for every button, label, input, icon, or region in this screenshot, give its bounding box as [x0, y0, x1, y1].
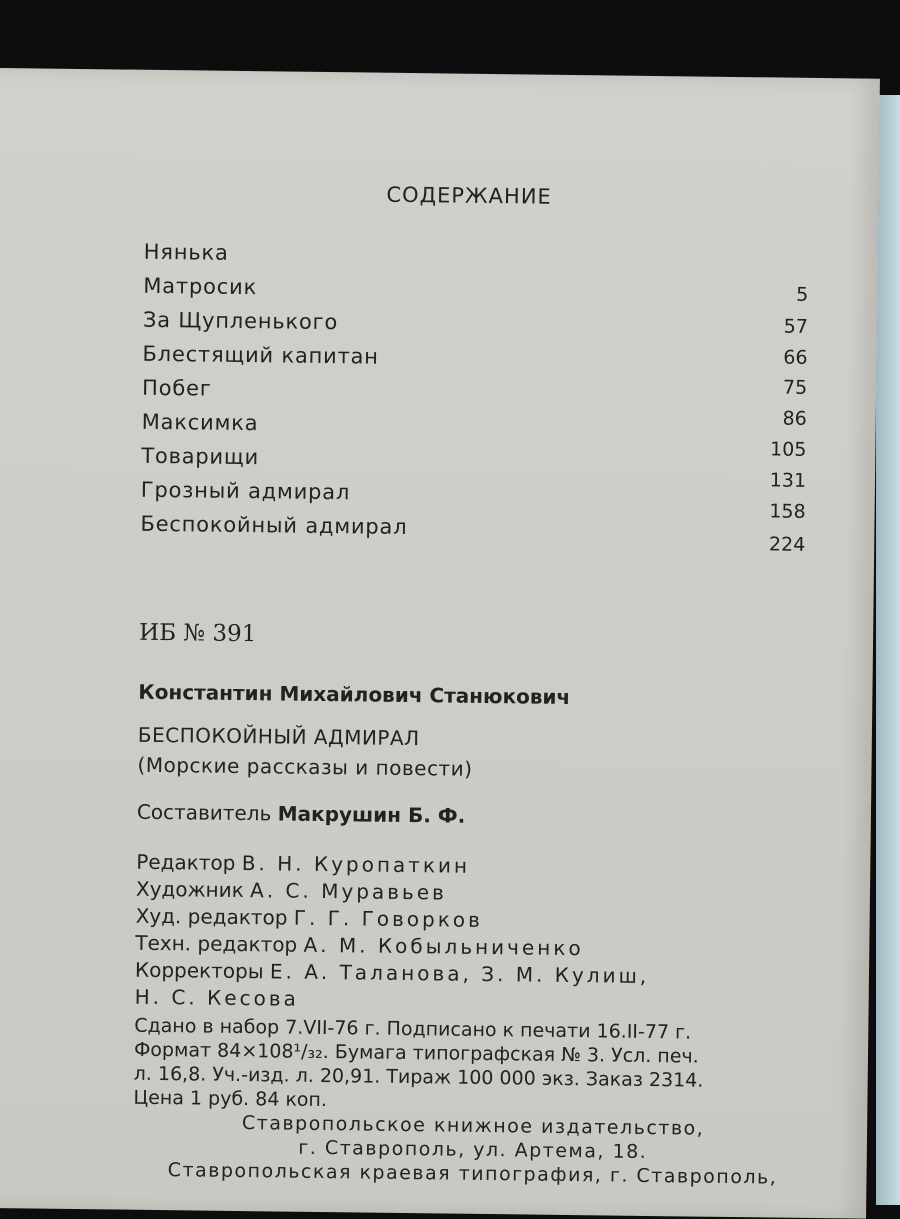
credit-name: Е. А. Таланова, З. М. Кулиш,	[269, 959, 650, 988]
imprint-line: л. 16,8. Уч.-изд. л. 20,91. Тираж 100 000 экз. Заказ 2314.	[133, 1062, 704, 1092]
book-page	[0, 68, 880, 1219]
toc-page-number: 5	[796, 283, 809, 306]
credits-block	[134, 850, 650, 1018]
credit-name: Г. Г. Говорков	[293, 905, 484, 932]
toc-label: Побег	[141, 375, 212, 401]
credit-name: Н. С. Кесова	[134, 984, 300, 1011]
author-name: Константин Михайлович Станюкович	[138, 679, 571, 710]
compiler-name: Макрушин Б. Ф.	[277, 801, 466, 828]
toc-page-number: 158	[769, 500, 806, 523]
toc-page-number: 105	[769, 438, 807, 461]
imprint-block	[132, 1015, 814, 1191]
publisher-line: Ставропольская краевая типография, г. Ставрополь,	[167, 1159, 778, 1189]
publisher-line: г. Ставрополь, ул. Артема, 18.	[298, 1136, 648, 1163]
book-subtitle: (Морские рассказы и повести)	[137, 752, 473, 781]
ib-number: ИБ № 391	[138, 619, 257, 648]
toc-label: Матросик	[143, 273, 258, 300]
book-title: БЕСПОКОЙНЫЙ АДМИРАЛ	[137, 722, 420, 751]
toc-page-number: 86	[782, 407, 807, 430]
toc-label: Грозный адмирал	[140, 477, 351, 505]
imprint-line: Сдано в набор 7.VII-76 г. Подписано к печати 16.II-77 г.	[134, 1014, 692, 1044]
credit-line	[134, 985, 649, 1018]
imprint-line: Формат 84×108¹/₃₂. Бумага типографская № 3. Усл. печ.	[133, 1038, 699, 1068]
credit-role: Корректоры	[134, 957, 264, 984]
adjacent-page-edge	[876, 95, 900, 1205]
toc-label: Товарищи	[141, 443, 260, 470]
toc-label: Нянька	[143, 239, 229, 265]
toc-page-number: 131	[769, 469, 807, 492]
table-of-contents	[140, 240, 809, 554]
compiler-label: Составитель	[136, 799, 272, 826]
toc-page-number: 66	[783, 346, 808, 369]
toc-page-number: 57	[783, 315, 809, 338]
publisher-line: Ставропольское книжное издательство,	[241, 1112, 705, 1140]
credit-name: А. М. Кобыльниченко	[303, 932, 584, 961]
toc-label: За Щупленького	[142, 307, 339, 335]
toc-page-number: 75	[782, 376, 808, 399]
credit-role: Худ. редактор	[135, 903, 288, 930]
credit-role: Художник	[135, 876, 244, 903]
toc-label: Беспокойный адмирал	[140, 511, 408, 540]
credit-name: В. Н. Куропаткин	[241, 851, 471, 878]
contents-title: СОДЕРЖАНИЕ	[386, 182, 552, 209]
credit-name: А. С. Муравьев	[249, 878, 448, 905]
compiler-line	[137, 800, 466, 828]
imprint-line: Цена 1 руб. 84 коп.	[133, 1086, 328, 1112]
toc-row	[140, 500, 806, 554]
toc-label: Блестящий капитан	[142, 341, 379, 369]
credit-role: Техн. редактор	[135, 930, 298, 957]
credit-role: Редактор	[136, 849, 236, 875]
toc-page-number: 224	[768, 533, 806, 556]
toc-label: Максимка	[141, 409, 259, 436]
